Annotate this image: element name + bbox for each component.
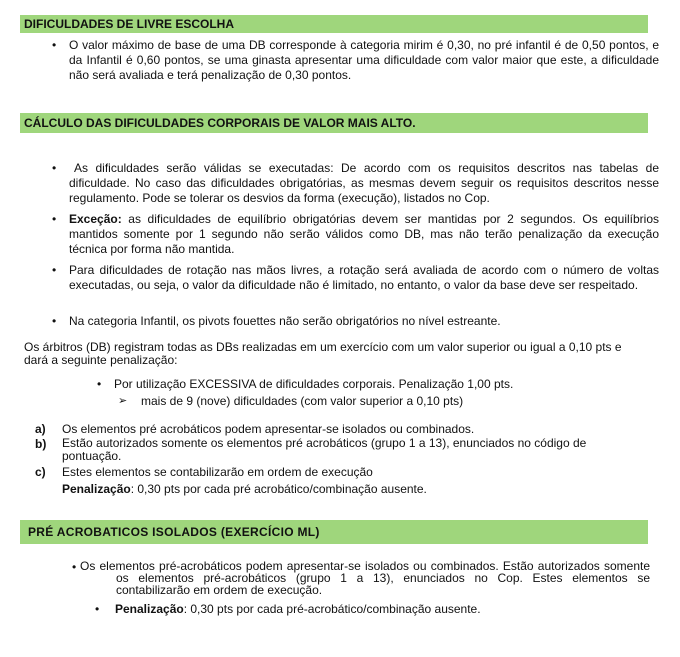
bullet-icon: • [95,602,100,616]
bullet-text-excecao [69,212,659,257]
list-item-text: Estão autorizados somente os elementos pré acrobáticos (grupo 1 a 13), enunciados no código de pontuação. [62,436,587,463]
list-label: b) [35,437,47,451]
bullet-icon: • [52,38,57,52]
bullet-text: Na categoria Infantil, os pivots fouettes não serão obrigatórios no nível estreante. [69,314,501,328]
heading-text: DIFICULDADES DE LIVRE ESCOLHA [24,17,235,31]
bullet-icon: • [52,161,57,175]
list-label: c) [35,465,46,479]
heading-text: CÁLCULO DAS DIFICULDADES CORPORAIS DE VALOR MAIS ALTO. [24,116,416,130]
list-item-text: Os elementos pré acrobáticos podem apresentar-se isolados ou combinados. [62,422,475,436]
arrow-bullet-icon: ➢ [118,395,128,407]
section-heading-livre-escolha [20,15,648,33]
bullet-icon: • [52,314,57,328]
penalty-text: : 0,30 pts por cada pré-acrobático/combinação ausente. [183,602,481,616]
judges-paragraph: Os árbitros (DB) registram todas as DBs realizadas em um exercício com um valor superior ou igual a 0,10 pts e dará a seguinte penalização: [24,340,622,367]
excess-sub-text: mais de 9 (nove) dificuldades (com valor superior a 0,10 pts) [141,394,464,408]
bullet-icon: • [52,212,57,226]
penalty-line [62,482,642,497]
bullet-text: Para dificuldades de rotação nas mãos livres, a rotação será avaliada de acordo com o número de voltas executadas, ou seja, o valor da dificuldade não é limitado, no entanto, o valor da base deve ser respeitado. [69,263,659,292]
bullet-icon: • [72,560,77,574]
section-heading-calculo [20,113,648,133]
bullet-text: Os elementos pré-acrobáticos podem apresentar-se isolados ou combinados. Estão autorizados somente os elementos pré-acrobáticos (grupo 1 a 13), enunciados no Cop. Estes elementos se contabilizarão em ordem de execução. [80,559,650,597]
penalty-text: : 0,30 pts por cada pré acrobático/combinação ausente. [130,482,427,496]
penalty-label: Penalização [115,602,184,616]
bullet-text: As dificuldades serão válidas se executadas: De acordo com os requisitos descritos nas tabelas de dificuldade. No caso das dificuldades obrigatórias, as mesmas devem seguir os requisitos descritos nesse regulamento. Pode se tolerar os desvios da forma (execução), listados no Cop. [69,161,659,205]
section-heading-pre-acrobaticos [20,520,648,544]
list-label: a) [35,422,46,436]
bullet-text: O valor máximo de base de uma DB corresponde à categoria mirim é 0,30, no pré infantil é de 0,50 pontos, e da Infantil é 0,60 pontos, se uma ginasta apresentar uma dificuldade com valor maior que este, a dificuldade não será avaliada e terá penalização de 0,30 pontos. [69,38,659,82]
bold-label: Exceção: [69,212,122,226]
heading-text: PRÉ ACROBATICOS ISOLADOS (EXERCÍCIO ML) [28,525,320,539]
bullet-icon: • [52,263,57,277]
penalty-line [115,602,635,617]
penalty-label: Penalização [62,482,131,496]
excess-bullet-text: Por utilização EXCESSIVA de dificuldades corporais. Penalização 1,00 pts. [114,377,514,391]
list-item-text: Estes elementos se contabilizarão em ordem de execução [62,465,373,479]
bullet-icon: • [97,377,102,391]
bullet-text: as dificuldades de equilíbrio obrigatórias devem ser mantidas por 2 segundos. Os equilíbrios mantidos somente por 1 segundo não serão válidos como DB, mas não terão penalização da execução técnica por forma não mantida. [69,212,659,256]
